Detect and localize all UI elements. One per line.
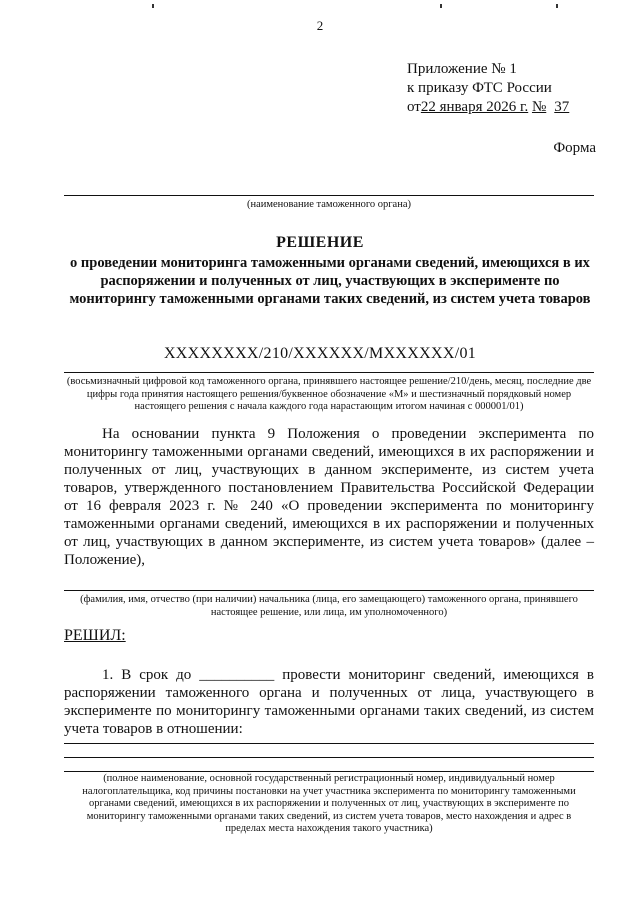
head-caption: (фамилия, имя, отчество (при наличии) начальника (лица, его замещающего) таможенного органа, принявшего настоящее решение, или лица, им уполномоченного) <box>80 594 578 618</box>
registration-number-line <box>64 372 594 373</box>
document-title: РЕШЕНИЕ <box>276 234 364 251</box>
annex-number-prefix: № <box>531 99 547 115</box>
participant-caption: (полное наименование, основной государственный регистрационный номер, индивидуальный номер налогоплательщика, код причины постановки на учет участника эксперимента по мониторингу таможенными органами сведений, имеющихся в их распоряжении и полученных от лиц, участвующих в эксперименте по мониторингу таможенными органами таких сведений, из систем учета товаров, место нахождения и адрес в пределах места нахождения такого участника) <box>82 773 576 834</box>
form-label: Форма <box>553 140 596 156</box>
head-line <box>64 590 594 591</box>
basis-paragraph: На основании пункта 9 Положения о проведении эксперимента по мониторингу таможенными органами сведений, имеющихся в их распоряжении и полученных от лиц, участвующих в данном эксперименте, из систем учета товаров, утвержденного постановлением Правительства Российской Федерации от 16 февраля 2023 г. № 240 «О проведении эксперимента по мониторингу таможенными органами сведений, имеющихся в их распоряжении и полученных от лиц, участвующих в данном эксперименте, из систем учета товаров» (далее – Положение), <box>64 426 594 568</box>
annex-number: 37 <box>554 99 570 115</box>
annex-line-1: Приложение № 1 <box>407 61 517 77</box>
annex-line-2: к приказу ФТС России <box>407 80 552 96</box>
customs-body-caption: (наименование таможенного органа) <box>246 199 411 210</box>
decided-label: РЕШИЛ: <box>64 627 126 644</box>
scan-mark <box>440 4 442 8</box>
customs-body-line <box>64 195 594 196</box>
annex-date-line <box>407 98 581 117</box>
page-number: 2 <box>316 18 324 33</box>
annex-header <box>407 60 581 117</box>
scan-mark <box>556 4 558 8</box>
participant-line-2 <box>64 757 594 758</box>
participant-line-1 <box>64 743 594 744</box>
annex-date: 22 января 2026 г. <box>420 99 529 115</box>
document-subtitle: о проведении мониторинга таможенными органами сведений, имеющихся в их распоряжении и полученных от лиц, участвующих в эксперименте по мониторингу таможенными органами таких сведений, из систем учета товаров <box>69 255 591 307</box>
annex-date-prefix: от <box>407 99 421 115</box>
registration-caption: (восьмизначный цифровой код таможенного органа, принявшего настоящее решение/210/день, месяц, последние две цифры года принятия настоящего решения/буквенное обозначение «М» и шестизначный порядковый номер настоящего решения с начала каждого года нарастающим итогом начиная с 000001/01) <box>66 376 592 412</box>
participant-line-3 <box>64 771 594 772</box>
registration-number: XXXXXXXX/210/XXXXXX/MXXXXXX/01 <box>163 345 477 362</box>
item-1-paragraph: 1. В срок до __________ провести мониторинг сведений, имеющихся в распоряжении таможенного органа и полученных от лица, участвующего в эксперименте по мониторингу таможенными органами таких сведений, из систем учета товаров в отношении: <box>64 667 594 737</box>
scan-mark <box>152 4 154 8</box>
